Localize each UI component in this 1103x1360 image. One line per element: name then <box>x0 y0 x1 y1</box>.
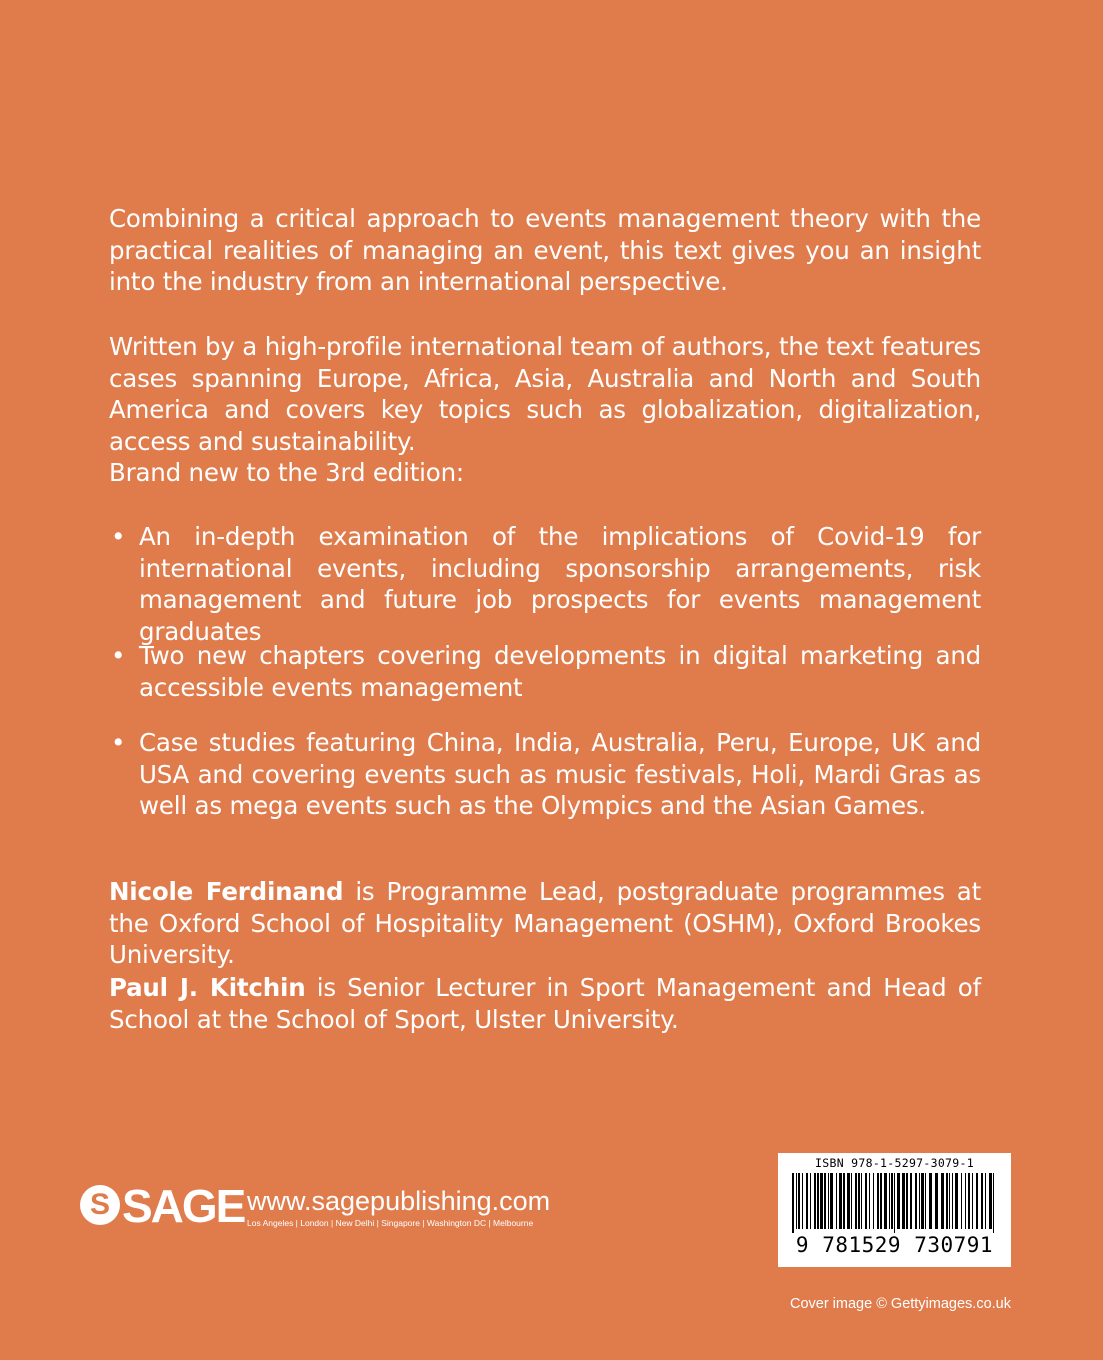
publisher-wordmark: SAGE <box>122 1180 245 1232</box>
author-name: Nicole Ferdinand <box>109 877 344 906</box>
isbn-label: ISBN 978-1-5297-3079-1 <box>815 1156 974 1170</box>
list-item-text: Two new chapters covering developments in digital marketing and accessible events management <box>139 641 981 702</box>
publisher-logo <box>80 1180 560 1233</box>
list-item <box>109 640 981 703</box>
bullet-icon: • <box>111 522 126 551</box>
author-bio <box>109 972 981 1035</box>
publisher-url: www.sagepublishing.com <box>247 1186 551 1216</box>
list-item-text: Case studies featuring China, India, Australia, Peru, Europe, UK and USA and covering events such as music festivals, Holi, Mardi Gras as well as mega events such as the Olympics and the Asian Games. <box>139 728 981 820</box>
barcode-bars-icon <box>792 1173 997 1233</box>
list-item <box>109 727 981 822</box>
barcode <box>778 1153 1011 1267</box>
bullet-icon: • <box>111 641 126 670</box>
new-edition-heading: Brand new to the 3rd edition: <box>109 458 464 487</box>
author-name: Paul J. Kitchin <box>109 973 306 1002</box>
sage-logo-icon: S <box>80 1185 120 1225</box>
author-bio <box>109 876 981 971</box>
publisher-cities: Los Angeles | London | New Delhi | Singapore | Washington DC | Melbourne <box>247 1218 534 1228</box>
list-item <box>109 521 981 647</box>
intro-paragraph: Combining a critical approach to events management theory with the practical realities of managing an event, this text gives you an insight into the industry from an international perspective. <box>109 204 981 296</box>
bullet-icon: • <box>111 728 126 757</box>
barcode-number: 9 781529 730791 <box>795 1233 994 1257</box>
author-bio-text: is Senior Lecturer in Sport Management and Head of School at the School of Sport, Ulster University. <box>109 973 981 1034</box>
scope-paragraph: Written by a high-profile international team of authors, the text features cases spanning Europe, Africa, Asia, Australia and North and South America and covers key topics such as globalization, digitalization, access and sustainability. <box>109 332 981 456</box>
list-item-text: An in-depth examination of the implications of Covid-19 for international events, including sponsorship arrangements, risk management and future job prospects for events management graduates <box>139 522 981 646</box>
cover-image-credit: Cover image © Gettyimages.co.uk <box>789 1296 1011 1312</box>
author-bio-text: is Programme Lead, postgraduate programmes at the Oxford School of Hospitality Management (OSHM), Oxford Brookes University. <box>109 877 982 969</box>
